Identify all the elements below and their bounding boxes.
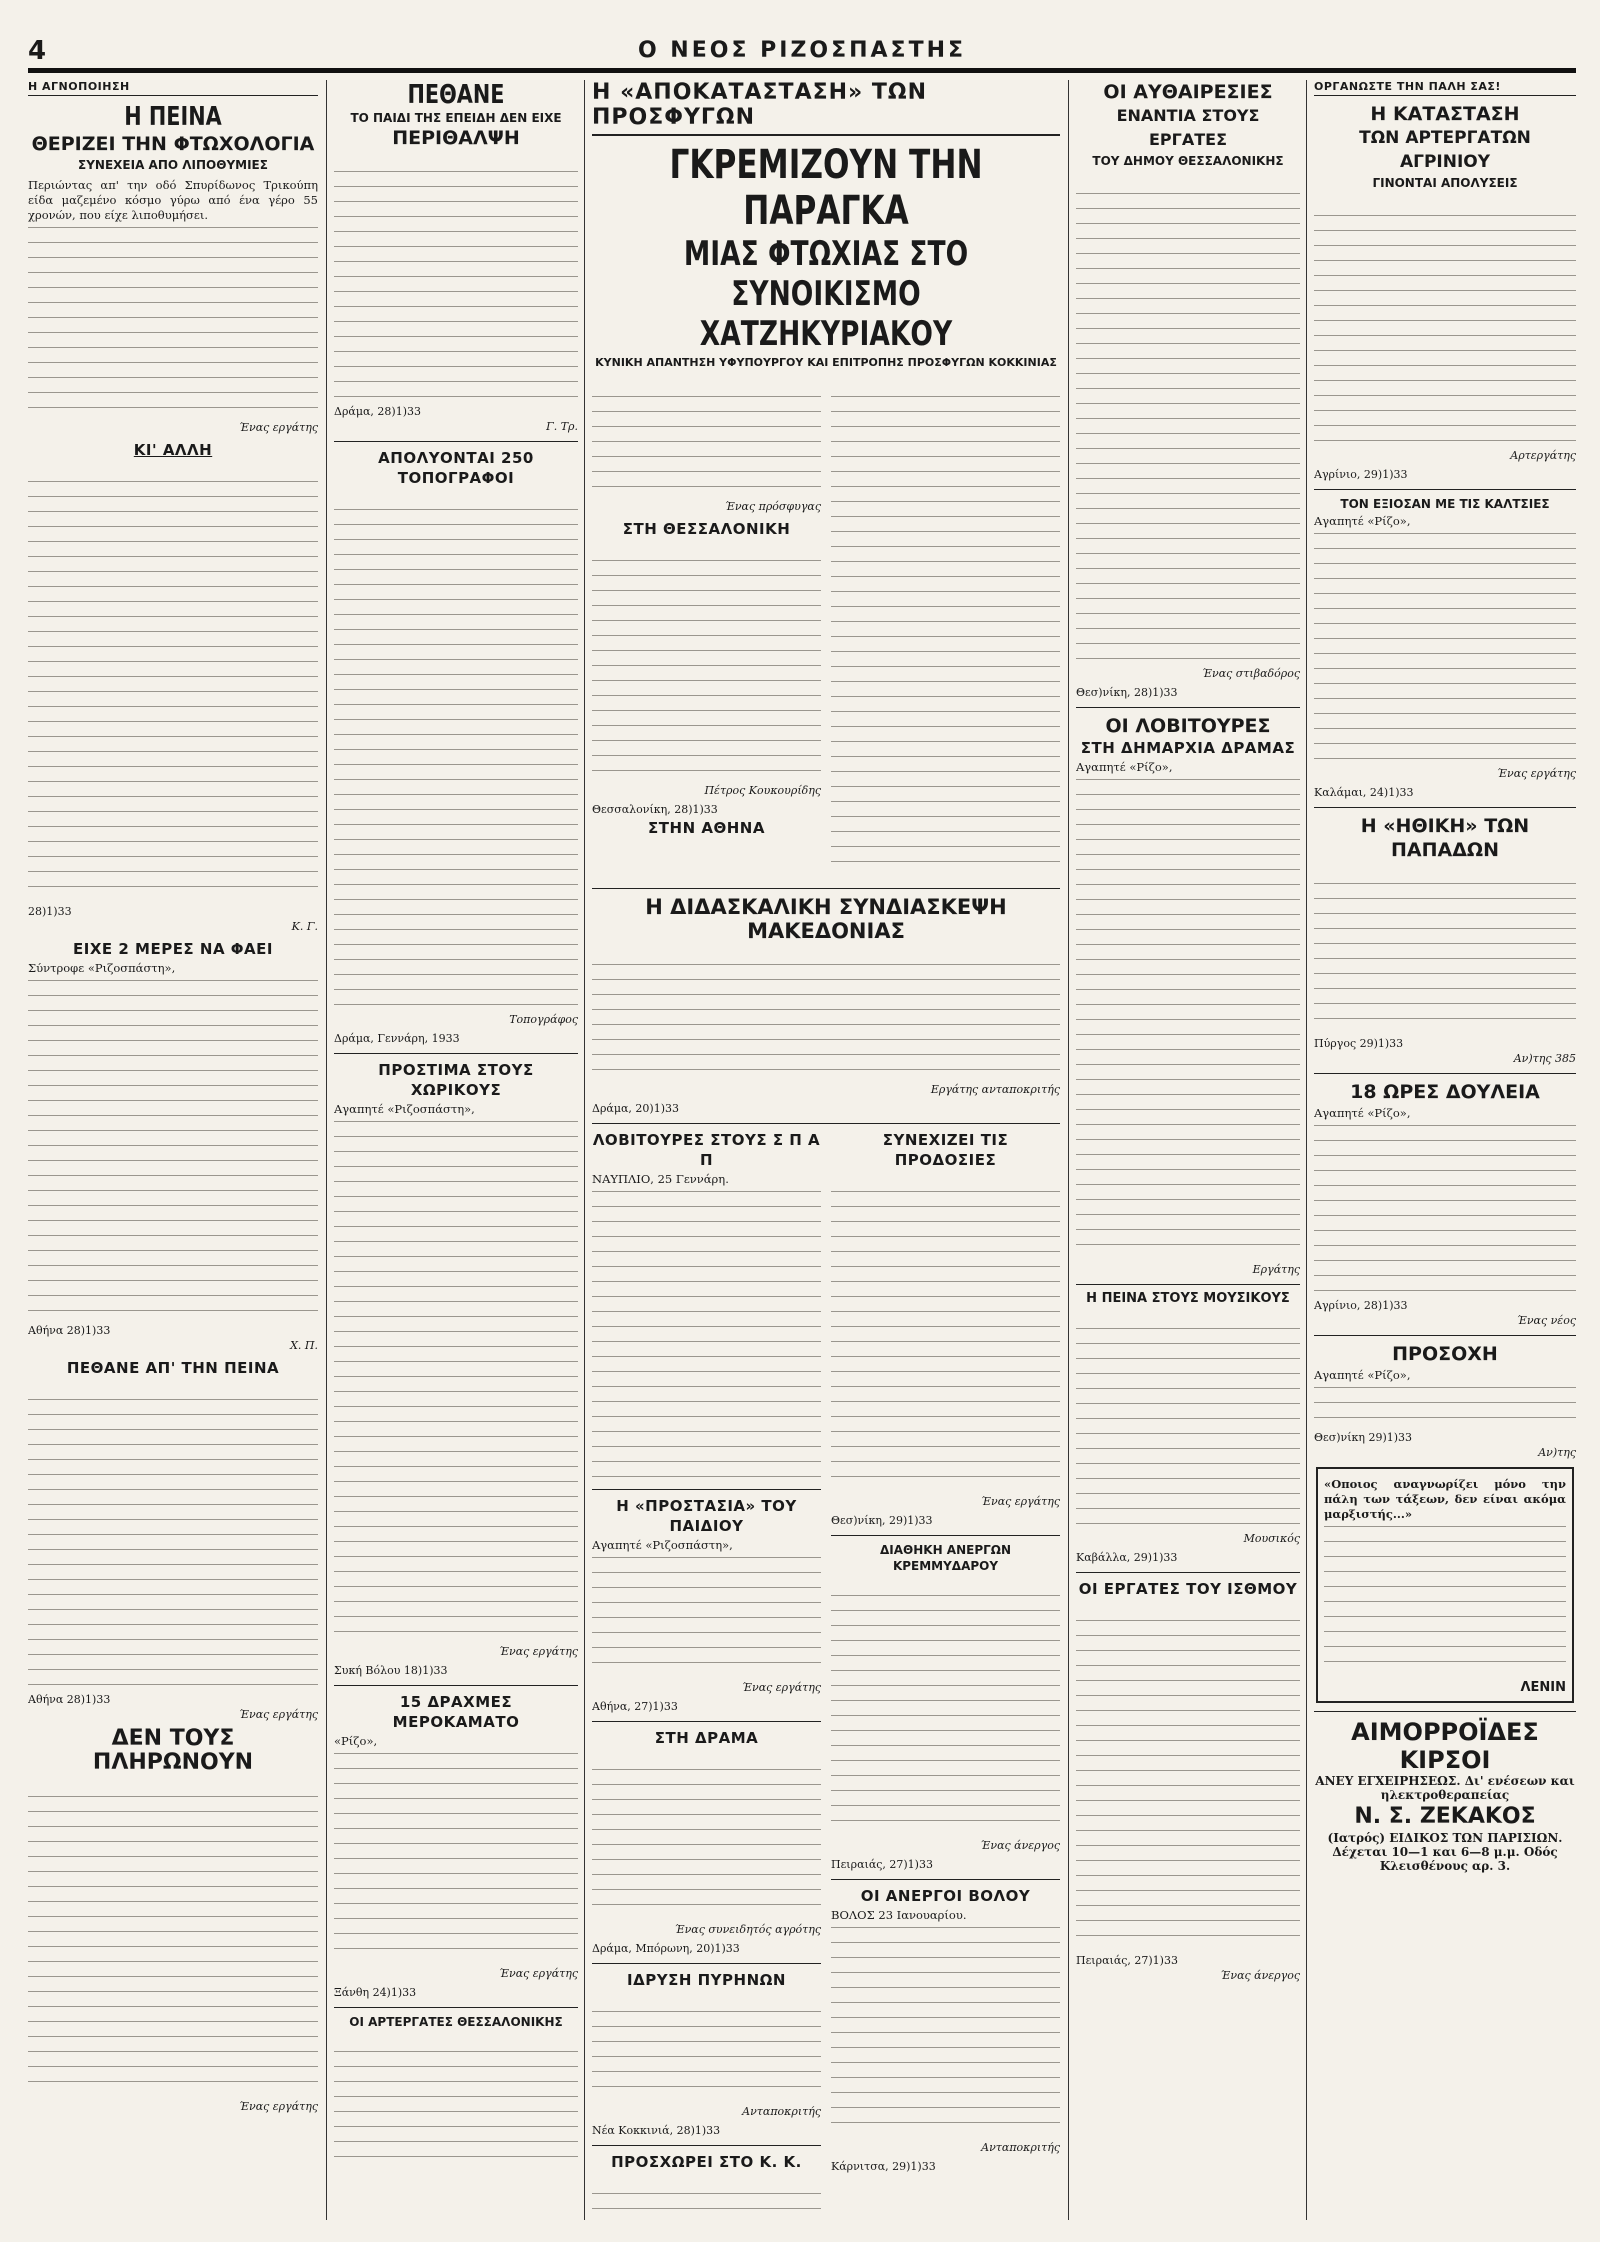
dateline: Αθήνα 28)1)33 xyxy=(28,1693,111,1706)
lenin-quote: «Οποιος αναγνωρίζει μόνο την πάλη των τάξεων, δεν είναι ακόμα μαρξιστής...» xyxy=(1324,1477,1566,1521)
signature: Μουσικός xyxy=(1243,1532,1300,1545)
text-block xyxy=(1314,1125,1576,1295)
signature: Πέτρος Κουκουρίδης xyxy=(704,784,821,797)
dateline: 28)1)33 xyxy=(28,905,72,918)
subhead-thessaloniki: ΣΤΗ ΘΕΣΣΑΛΟΝΙΚΗ xyxy=(622,520,791,538)
doctor-advertisement xyxy=(1314,1718,1576,1873)
text-block xyxy=(592,560,821,780)
article-text xyxy=(831,377,1060,392)
headline-hatzikyriakou: ΜΙΑΣ ΦΤΩΧΙΑΣ ΣΤΟ ΣΥΝΟΙΚΙΣΜΟ ΧΑΤΖΗΚΥΡΙΑΚΟΥ xyxy=(683,234,969,354)
section-kicker: Η ΑΓΝΟΠΟΙΗΣΗ xyxy=(28,80,318,96)
lower-center xyxy=(592,1130,1060,2220)
headline-teachers-conference: Η ΔΙΔΑΣΚΑΛΙΚΗ ΣΥΝΔΙΑΣΚΕΨΗ ΜΑΚΕΔΟΝΙΑΣ xyxy=(645,895,1007,943)
text-block xyxy=(334,1753,578,1963)
signature: Ένας πρόσφυγας xyxy=(724,500,821,513)
headline-bakers-thessaloniki: ΟΙ ΑΡΤΕΡΓΑΤΕΣ ΘΕΣΣΑΛΟΝΙΚΗΣ xyxy=(349,2015,563,2029)
paper-name: Ο ΝΕΟΣ ΡΙΖΟΣΠΑΣΤΗΣ xyxy=(637,38,967,63)
headline-volos-unemployed: ΟΙ ΑΝΕΡΓΟΙ ΒΟΛΟΥ xyxy=(860,1887,1031,1905)
headline-agrinio-bakers: ΤΩΝ ΑΡΤΕΡΓΑΤΩΝ ΑΓΡΙΝΙΟΥ xyxy=(1359,128,1531,172)
column-rule xyxy=(326,80,327,2220)
article-text: Αγαπητέ «Ρίζο», xyxy=(1076,760,1173,774)
dateline: Δράμα, Γεννάρη, 1933 xyxy=(334,1032,460,1045)
headline-drama: ΣΤΗ ΔΡΑΜΑ xyxy=(654,1729,759,1747)
signature: Εργάτης ανταποκριτής xyxy=(930,1083,1060,1096)
signature: Χ. Π. xyxy=(290,1339,318,1352)
text-block xyxy=(1314,1387,1576,1427)
headline-spap: ΛΟΒΙΤΟΥΡΕΣ ΣΤΟΥΣ Σ Π Α Π xyxy=(592,1131,821,1169)
deck-municipality: ΤΟΥ ΔΗΜΟΥ ΘΕΣΣΑΛΟΝΙΚΗΣ xyxy=(1092,154,1284,168)
ad-doctor-name: Ν. Σ. ΖΕΚΑΚΟΣ xyxy=(1354,1804,1536,1829)
article-text: Αγαπητέ «Ριζοσπάστη», xyxy=(334,1102,475,1116)
article-text xyxy=(1314,864,1576,879)
headline-musicians: Η ΠΕΙΝΑ ΣΤΟΥΣ ΜΟΥΣΙΚΟΥΣ xyxy=(1086,1291,1290,1306)
headline-situation: Η ΚΑΤΑΣΤΑΣΗ xyxy=(1370,103,1520,125)
headline-child: ΤΟ ΠΑΙΔΙ ΤΗΣ ΕΠΕΙΔΗ ΔΕΝ ΕΙΧΕ xyxy=(350,111,562,125)
article-text xyxy=(1076,174,1300,189)
headline-18-hours: 18 ΩΡΕΣ ΔΟΥΛΕΙΑ xyxy=(1350,1081,1540,1103)
text-block xyxy=(334,1121,578,1641)
separator xyxy=(1314,489,1576,490)
text-block xyxy=(334,2051,578,2171)
dateline: Δράμα, 20)1)33 xyxy=(592,1102,679,1115)
text-block xyxy=(592,2193,821,2220)
article-text xyxy=(592,541,821,556)
ad-address: (Ιατρός) ΕΙΔΙΚΟΣ ΤΩΝ ΠΑΡΙΣΙΩΝ. Δέχεται 10—1 και 6—8 μ.μ. Οδός Κλεισθένους αρ. 3. xyxy=(1327,1831,1563,1873)
dateline: Κάρνιτσα, 29)1)33 xyxy=(831,2160,936,2173)
separator xyxy=(1076,1572,1300,1573)
headline-care: ΠΕΡΙΘΑΛΨΗ xyxy=(392,127,520,149)
separator xyxy=(592,1721,821,1722)
subhead-athens: ΣΤΗΝ ΑΘΗΝΑ xyxy=(648,819,765,837)
text-block xyxy=(592,1769,821,1919)
headline-drama-municipality: ΣΤΗ ΔΗΜΑΡΧΙΑ ΔΡΑΜΑΣ xyxy=(1080,739,1296,757)
text-block xyxy=(592,1191,821,1481)
signature: Εργάτης xyxy=(1252,1263,1300,1276)
article-text xyxy=(28,462,318,477)
signature: Ένας εργάτης xyxy=(239,1708,318,1721)
separator xyxy=(592,2145,821,2146)
dateline: Θεσ)νίκη 29)1)33 xyxy=(1314,1431,1413,1444)
column-2 xyxy=(334,80,578,2220)
separator xyxy=(592,1963,821,1964)
headline-betrayals: ΣΥΝΕΧΙΖΕΙ ΤΙΣ ΠΡΟΔΟΣΙΕΣ xyxy=(882,1131,1009,1169)
separator xyxy=(592,1123,1060,1124)
article-text: ΝΑΥΠΛΙΟ, 25 Γεννάρη. xyxy=(592,1172,729,1186)
article-text xyxy=(1314,196,1576,211)
quote-attribution: ΛΕΝΙΝ xyxy=(1520,1680,1566,1695)
headline-250-surveyors: ΑΠΟΛΥΟΝΤΑΙ 250 ΤΟΠΟΓΡΑΦΟΙ xyxy=(378,449,534,487)
separator xyxy=(334,441,578,442)
separator xyxy=(1314,1073,1576,1074)
article-text: Αγαπητέ «Ριζοσπάστη», xyxy=(592,1538,733,1552)
dateline: Πειραιάς, 27)1)33 xyxy=(831,1858,933,1871)
signature: Κ. Γ. xyxy=(291,920,318,933)
column-5 xyxy=(1314,80,1576,2220)
signature: Ένας εργάτης xyxy=(981,1495,1060,1508)
text-block xyxy=(592,1557,821,1677)
text-block xyxy=(831,396,1060,876)
column-4 xyxy=(1076,80,1300,2220)
article-text xyxy=(592,945,1060,960)
text-block xyxy=(28,227,318,417)
deck-faintings: ΣΥΝΕΧΕΙΑ ΑΠΟ ΛΙΠΟΘΥΜΙΕΣ xyxy=(78,158,268,172)
dateline: Θεσ)νίκη, 29)1)33 xyxy=(831,1514,933,1527)
deck-cynical-reply: ΚΥΝΙΚΗ ΑΠΑΝΤΗΣΗ ΥΦΥΠΟΥΡΓΟΥ ΚΑΙ ΕΠΙΤΡΟΠΗΣ ΠΡΟΣΦΥΓΩΝ ΚΟΚΚΙΝΙΑΣ xyxy=(595,356,1057,369)
headline-died: ΠΕΘΑΝΕ xyxy=(407,80,505,110)
article-text: Αγαπητέ «Ρίζο», xyxy=(1314,1106,1411,1120)
separator xyxy=(1314,807,1576,808)
signature: Ανταποκριτής xyxy=(742,2105,821,2118)
separator xyxy=(1076,1284,1300,1285)
article-text xyxy=(1076,1309,1300,1324)
signature: Ένας συνειδητός αγρότης xyxy=(674,1923,821,1936)
article-text xyxy=(831,1576,1060,1591)
dateline: Αθήνα, 27)1)33 xyxy=(592,1700,678,1713)
text-block xyxy=(831,1191,1060,1491)
ad-title: ΑΙΜΟΡΡΟΪΔΕΣ ΚΙΡΣΟΙ xyxy=(1351,1718,1539,1774)
headline-unemployed-will: ΔΙΑΘΗΚΗ ΑΝΕΡΓΩΝ ΚΡΕΜΜΥΔΑΡΟΥ xyxy=(879,1543,1011,1573)
article-text xyxy=(28,1777,318,1792)
signature: Ένας εργάτης xyxy=(239,421,318,434)
headline-joins-kk: ΠΡΟΣΧΩΡΕΙ ΣΤΟ Κ. Κ. xyxy=(611,2153,802,2171)
dateline: Πειραιάς, 27)1)33 xyxy=(1076,1954,1178,1967)
article-text: Περιώντας απ' την οδό Σπυρίδωνος Τρικούπη είδα μαζεμένο κόσμο γύρω από ένα γέρο 55 χρονών, που είχε λιποθυμήσει. xyxy=(28,178,318,222)
dateline: Θεσσαλονίκη, 28)1)33 xyxy=(592,803,718,816)
article-text xyxy=(334,490,578,505)
headline-15-drachmas: 15 ΔΡΑΧΜΕΣ ΜΕΡΟΚΑΜΑΤΟ xyxy=(392,1693,520,1731)
text-block xyxy=(831,1927,1060,2137)
article-column xyxy=(831,1130,1060,2220)
article-lead xyxy=(334,152,578,167)
headline-reaps-poor: ΘΕΡΙΖΕΙ ΤΗΝ ΦΤΩΧΟΛΟΓΙΑ xyxy=(31,133,315,155)
separator xyxy=(831,1879,1060,1880)
subhead-died-hunger: ΠΕΘΑΝΕ ΑΠ' ΤΗΝ ΠΕΙΝΑ xyxy=(66,1359,280,1377)
headline-lovitoures: ΟΙ ΛΟΒΙΤΟΥΡΕΣ xyxy=(1105,715,1271,737)
signature: Ένας άνεργος xyxy=(980,1839,1060,1852)
separator xyxy=(592,888,1060,889)
article-text xyxy=(831,1172,1060,1187)
article-text xyxy=(592,1750,821,1765)
headline-hunger: Η ΠΕΙΝΑ xyxy=(124,102,222,132)
separator xyxy=(334,1685,578,1686)
text-block xyxy=(28,1399,318,1689)
article-text: Σύντροφε «Ριζοσπάστη», xyxy=(28,961,176,975)
text-block xyxy=(1076,1620,1300,1950)
signature: Ένας εργάτης xyxy=(499,1967,578,1980)
text-block xyxy=(592,396,821,496)
article-text xyxy=(592,2174,821,2189)
column-rule xyxy=(1306,80,1307,2220)
separator xyxy=(334,1053,578,1054)
headline-demolish-shack: ΓΚΡΕΜΙΖΟΥΝ ΤΗΝ ΠΑΡΑΓΚΑ xyxy=(669,142,983,234)
dateline: Δράμα, 28)1)33 xyxy=(334,405,421,418)
headline-attention: ΠΡΟΣΟΧΗ xyxy=(1392,1343,1498,1365)
center-section xyxy=(592,80,1060,2220)
signature: Ένας νέος xyxy=(1516,1314,1576,1327)
deck-layoffs: ΓΙΝΟΝΤΑΙ ΑΠΟΛΥΣΕΙΣ xyxy=(1372,176,1518,190)
signature: Αν)της 385 xyxy=(1513,1052,1576,1065)
masthead xyxy=(28,34,1576,73)
article-text: Αγαπητέ «Ρίζο», xyxy=(1314,514,1411,528)
article-column xyxy=(592,375,821,880)
article-column xyxy=(592,1130,821,2220)
article-text: Αγαπητέ «Ρίζο», xyxy=(1314,1368,1411,1382)
separator xyxy=(592,1489,821,1490)
article-text xyxy=(334,2032,578,2047)
headline-socks: ΤΟΝ ΕΞΙΟΣΑΝ ΜΕ ΤΙΣ ΚΑΛΤΣΙΕΣ xyxy=(1340,497,1550,511)
column-rule xyxy=(584,80,585,2220)
signature: Ένας εργάτης xyxy=(239,2100,318,2113)
text-block xyxy=(1314,883,1576,1033)
text-block xyxy=(592,2011,821,2101)
text-block xyxy=(1076,779,1300,1259)
text-block xyxy=(1324,1526,1566,1676)
article-text xyxy=(1076,1601,1300,1616)
dateline: Ξάνθη 24)1)33 xyxy=(334,1986,417,1999)
signature: Ένας εργάτης xyxy=(742,1681,821,1694)
dateline: Αγρίνιο, 28)1)33 xyxy=(1314,1299,1408,1312)
subhead-another: ΚΙ' ΑΛΛΗ xyxy=(133,441,213,459)
signature: Γ. Τρ. xyxy=(546,420,578,433)
page-number: 4 xyxy=(28,36,47,66)
refugees-banner: Η «ΑΠΟΚΑΤΑΣΤΑΣΗ» ΤΩΝ ΠΡΟΣΦΥΓΩΝ xyxy=(592,80,1060,136)
headline-child-protection: Η «ΠΡΟΣΤΑΣΙΑ» ΤΟΥ ΠΑΙΔΙΟΥ xyxy=(616,1497,797,1535)
text-block xyxy=(592,964,1060,1079)
text-block xyxy=(1314,215,1576,445)
separator xyxy=(1314,1335,1576,1336)
signature: Ένας άνεργος xyxy=(1220,1969,1300,1982)
headline-fines-villagers: ΠΡΟΣΤΙΜΑ ΣΤΟΥΣ ΧΩΡΙΚΟΥΣ xyxy=(378,1061,534,1099)
article-text: «Ρίζο», xyxy=(334,1734,378,1748)
article-text xyxy=(592,1992,821,2007)
text-block xyxy=(1314,533,1576,763)
separator xyxy=(334,2007,578,2008)
column-1 xyxy=(28,80,318,2220)
separator xyxy=(1314,1711,1576,1712)
signature: Αρτεργάτης xyxy=(1510,449,1576,462)
article-column xyxy=(831,375,1060,880)
article-text xyxy=(592,377,821,392)
signature: Ένας εργάτης xyxy=(1497,767,1576,780)
article-text: ΒΟΛΟΣ 23 Ιανουαρίου. xyxy=(831,1908,967,1922)
headline-not-paid: ΔΕΝ ΤΟΥΣ ΠΛΗΡΩΝΟΥΝ xyxy=(92,1726,254,1775)
section-kicker: ΟΡΓΑΝΩΣΤΕ ΤΗΝ ΠΑΛΗ ΣΑΣ! xyxy=(1314,80,1576,96)
dateline: Νέα Κοκκινιά, 28)1)33 xyxy=(592,2124,721,2137)
dateline: Αθήνα 28)1)33 xyxy=(28,1324,111,1337)
dateline: Αγρίνιο, 29)1)33 xyxy=(1314,468,1408,481)
signature: Ανταποκριτής xyxy=(981,2141,1060,2154)
headline-against-workers: ΕΝΑΝΤΙΑ ΣΤΟΥΣ ΕΡΓΑΤΕΣ xyxy=(1116,106,1260,149)
text-block xyxy=(1076,1328,1300,1528)
dateline: Συκή Βόλου 18)1)33 xyxy=(334,1664,448,1677)
ad-subtitle: ΑΝΕΥ ΕΓΧΕΙΡΗΣΕΩΣ. Δι' ενέσεων και ηλεκτροθεραπείας xyxy=(1315,1774,1575,1802)
text-block xyxy=(1076,193,1300,663)
dateline: Καλάμαι, 24)1)33 xyxy=(1314,786,1414,799)
signature: Αν)της xyxy=(1538,1446,1576,1459)
text-block xyxy=(334,171,578,401)
dateline: Καβάλλα, 29)1)33 xyxy=(1076,1551,1178,1564)
separator xyxy=(831,1535,1060,1536)
text-block xyxy=(28,481,318,901)
refugees-article xyxy=(592,375,1060,880)
text-block xyxy=(28,980,318,1320)
headline-arbitrariness: ΟΙ ΑΥΘΑΙΡΕΣΙΕΣ xyxy=(1103,81,1273,103)
dateline: Δράμα, Μπόρωνη, 20)1)33 xyxy=(592,1942,740,1955)
separator xyxy=(1076,707,1300,708)
signature: Ένας στιβαδόρος xyxy=(1202,667,1300,680)
headline-priests-ethics: Η «ΗΘΙΚΗ» ΤΩΝ ΠΑΠΑΔΩΝ xyxy=(1360,815,1530,861)
dateline: Πύργος 29)1)33 xyxy=(1314,1037,1404,1050)
headline-cells: ΙΔΡΥΣΗ ΠΥΡΗΝΩΝ xyxy=(627,1971,786,1989)
text-block xyxy=(831,1595,1060,1835)
column-rule xyxy=(1068,80,1069,2220)
lenin-quote-box xyxy=(1316,1467,1574,1703)
signature: Ένας εργάτης xyxy=(499,1645,578,1658)
headline-isthmus-workers: ΟΙ ΕΡΓΑΤΕΣ ΤΟΥ ΙΣΘΜΟΥ xyxy=(1078,1580,1298,1598)
subhead-two-days: ΕΙΧΕ 2 ΜΕΡΕΣ ΝΑ ΦΑΕΙ xyxy=(73,940,273,958)
text-block xyxy=(334,509,578,1009)
dateline: Θεσ)νίκη, 28)1)33 xyxy=(1076,686,1178,699)
signature: Τοπογράφος xyxy=(509,1013,578,1026)
article-text xyxy=(28,1380,318,1395)
text-block xyxy=(28,1796,318,2096)
